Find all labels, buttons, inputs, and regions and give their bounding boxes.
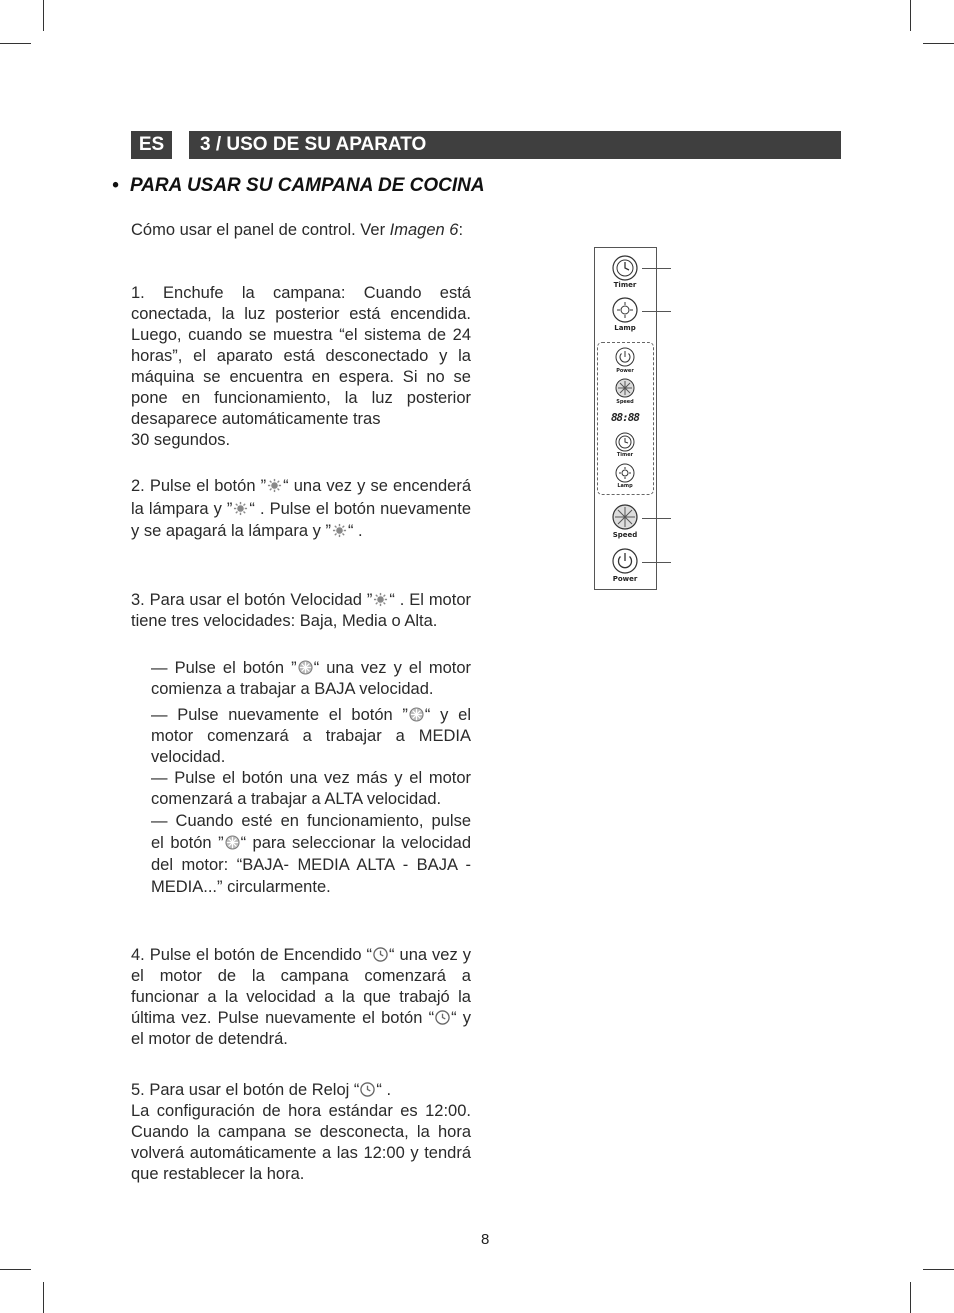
lamp-icon [233,501,248,516]
step-4 [131,945,471,1050]
timer-label: Timer [613,281,637,289]
step-4-text-b: “ una vez y el motor de la campana comenzará a funcionar a la velocidad a la que trabajó la última vez. Pulse nuevamente el botón “ [131,946,471,1027]
crop-mark [43,0,44,31]
crop-mark [923,1269,954,1270]
lamp-icon [332,523,347,538]
speed-small-label: Speed [616,399,634,405]
fan-icon [298,660,313,675]
clock-icon [435,1010,450,1025]
bullet-1-b: “ una vez y el motor comienza a trabajar a BAJA velocidad. [151,659,471,698]
step-2-text-d: “ . [347,522,363,540]
lamp-button-small-icon [615,463,635,483]
intro-text: Cómo usar el panel de control. Ver [131,221,390,239]
step-2-text-b: “ una vez y se encenderá la lámpara y ” [131,477,472,518]
lamp-label: Lamp [614,324,636,332]
bullet-3: — Pulse el botón una vez más y el motor comenzará a trabajar a ALTA velocidad. [151,769,471,808]
bullet: • [112,175,119,196]
leader-line [642,562,671,563]
subtitle [112,175,485,197]
bullet-4-a: — Cuando esté en funcionamiento, pulse el botón ” [151,812,471,852]
page-number: 8 [481,1231,490,1248]
clock-icon [360,1082,375,1097]
subtitle-text: PARA USAR SU CAMPANA DE COCINA [129,175,485,196]
speed-button-icon [612,504,638,530]
crop-mark [910,0,911,31]
speed-label: Speed [612,531,638,539]
lamp-icon [267,478,282,493]
lamp-button-icon [612,297,638,323]
timer-small-label: Timer [616,452,634,458]
leader-line [642,268,671,269]
step-4-text-c: “ y el motor de detendrá. [131,1009,471,1048]
lamp-small-label: Lamp [617,483,633,489]
timer-button-icon [612,255,638,281]
bullet-4 [151,810,471,898]
bullet-4-b: “ para seleccionar la velocidad del motor: “BAJA- MEDIA ALTA - BAJA - MEDIA...” circularmente. [151,834,472,896]
step-1-end: 30 segundos. [131,431,231,449]
power-small-label: Power [616,368,634,374]
power-button-icon [612,548,638,574]
bullet-2-a: — Pulse nuevamente el botón ” [151,706,408,724]
intro-colon: : [458,221,464,239]
image-reference: Imagen 6 [389,221,459,239]
bullet-1-a: — Pulse el botón ” [151,659,297,677]
step-3-text-b: “ . El motor tiene tres velocidades: Baja, Media o Alta. [131,591,471,630]
digital-display: 88:88 [610,411,640,424]
leader-line [642,518,671,519]
crop-mark [0,1269,31,1270]
clock-icon [373,947,388,962]
crop-mark [923,43,954,44]
step-4-text-a: 4. Pulse el botón de Encendido “ [131,946,373,964]
step-2 [131,475,471,543]
language-badge: ES [131,131,172,159]
step-5 [131,1080,471,1185]
timer-button-small-icon [615,432,635,452]
lamp-icon [373,592,388,607]
step-1-text: 1. Enchufe la campana: Cuando está conectada, la luz posterior está encendida. Luego, cuando se muestra “el sistema de 24 horas”, el aparato está desconectado y la máquina se encuentra en espera. Si no se pone en funcionamiento, la luz posterior desaparece automáticamente tras [131,284,471,428]
bullet-2-b: “ y el motor comenzará a trabajar a MEDIA velocidad. [151,706,471,766]
speed-button-small-icon [615,378,635,398]
section-title: 3 / USO DE SU APARATO [189,131,841,159]
step-2-text-a: 2. Pulse el botón ” [131,477,267,495]
power-label: Power [612,575,638,583]
step-1 [131,283,471,451]
fan-icon [409,707,424,722]
step-5-text-b: “ . [376,1081,392,1099]
step-3-text-a: 3. Para usar el botón Velocidad ” [131,591,373,609]
bullet-2 [151,705,471,768]
step-3 [131,590,471,632]
bullet-1 [151,658,471,700]
power-button-small-icon [615,347,635,367]
step-5-text-c: La configuración de hora estándar es 12:00. Cuando la campana se desconecta, la hora volverá automáticamente a las 12:00 y tendrá que restablecer la hora. [131,1102,471,1183]
leader-line [642,311,671,312]
intro-paragraph [131,220,471,241]
step-2-text-c: “ . Pulse el botón nuevamente y se apagará la lámpara y ” [131,499,471,540]
step-5-text-a: 5. Para usar el botón de Reloj “ [131,1081,360,1099]
crop-mark [0,43,31,44]
fan-icon [225,835,240,850]
crop-mark [43,1282,44,1313]
crop-mark [910,1282,911,1313]
